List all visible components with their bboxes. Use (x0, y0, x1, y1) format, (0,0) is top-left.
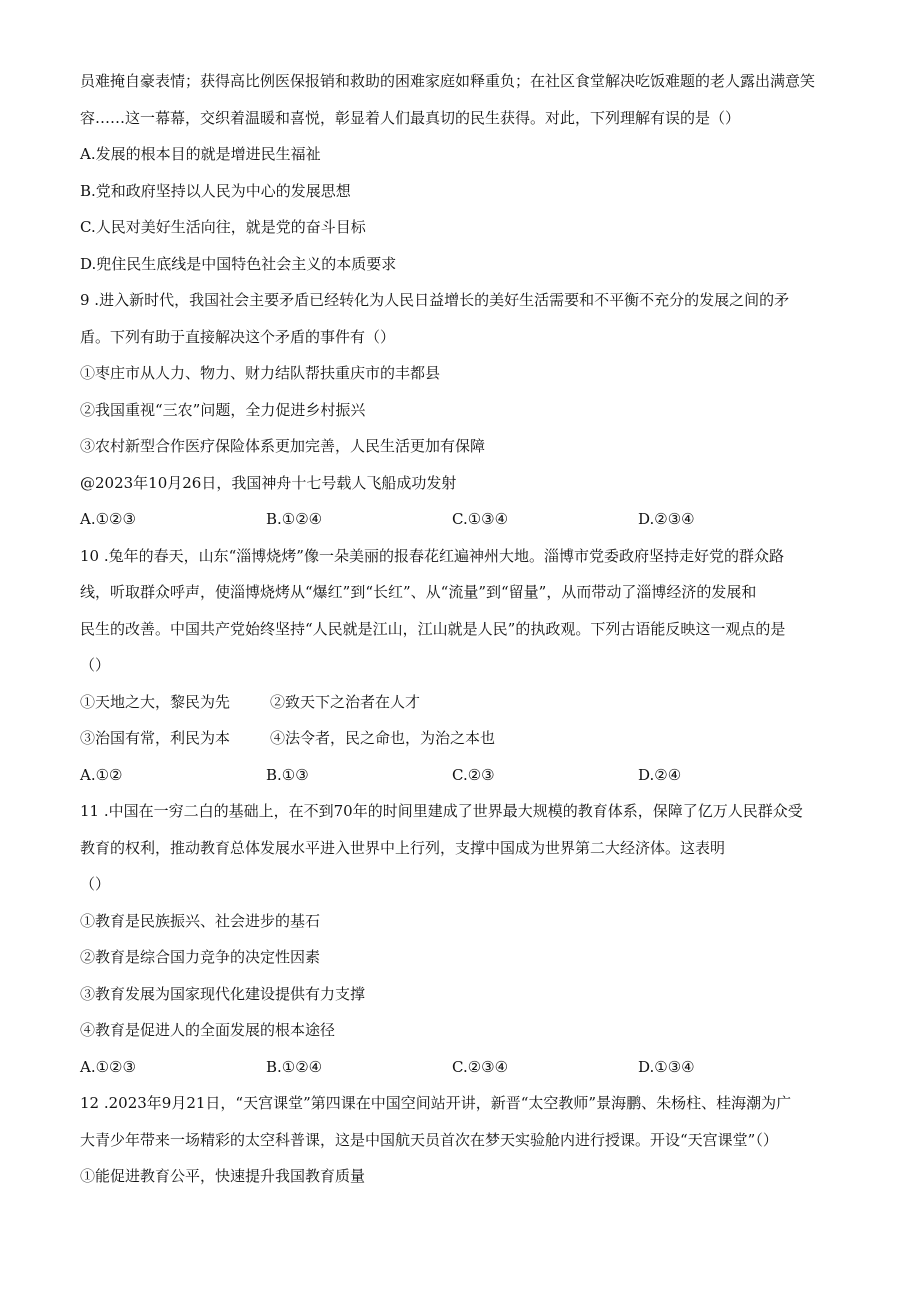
q8-option-d: D.兜住民生底线是中国特色社会主义的本质要求 (80, 254, 397, 273)
q11-item: ①教育是民族振兴、社会进步的基石 (80, 911, 321, 930)
q10-choices (80, 766, 850, 784)
q11-choices (80, 1058, 850, 1076)
q9-choices (80, 510, 850, 528)
q10-choice-a: A.①② (80, 765, 123, 784)
q9-choice-c: C.①③④ (452, 510, 509, 528)
q10-choice-d: D.②④ (638, 765, 682, 784)
q11-item: ②教育是综合国力竞争的决定性因素 (80, 948, 321, 966)
q10-stem: 线，听取群众呼声，使淄博烧烤从“爆红”到“长红”、从“流量”到“留量”，从而带动了淄博经济的发展和 (80, 583, 757, 601)
q10-stem: 10 .兔年的春天，山东“淄博烧烤”像一朵美丽的报春花红遍神州大地。淄博市党委政府坚持走好党的群众路 (80, 546, 784, 565)
q11-choice-d: D.①③④ (638, 1057, 695, 1076)
q9-item: ②我国重视“三农”问题，全力促进乡村振兴 (80, 400, 366, 419)
q9-stem: 盾。下列有助于直接解决这个矛盾的事件有（） (80, 327, 396, 346)
q11-choice-a: A.①②③ (80, 1057, 136, 1076)
q9-choice-d: D.②③④ (638, 510, 695, 528)
q12-stem: 大青少年带来一场精彩的太空科普课，这是中国航天员首次在梦天实验舱内进行授课。开设“天宫课堂”（） (80, 1130, 778, 1149)
q10-item-row (80, 729, 850, 747)
q10-choice-b: B.①③ (266, 765, 309, 784)
q10-item: ③治国有常，利民为本 (80, 729, 231, 747)
q11-item: ④教育是促进人的全面发展的根本途径 (80, 1021, 336, 1039)
q11-choice-b: B.①②④ (266, 1057, 323, 1076)
q10-choice-c: C.②③ (452, 765, 495, 784)
q10-item: ②致天下之治者在人才 (270, 692, 421, 711)
q11-stem: 教育的权利，推动教育总体发展水平进入世界中上行列，支撑中国成为世界第二大经济体。这表明 (80, 838, 726, 857)
q11-item: ③教育发展为国家现代化建设提供有力支撑 (80, 984, 366, 1003)
q12-item: ①能促进教育公平，快速提升我国教育质量 (80, 1167, 366, 1185)
q8-option-c: C.人民对美好生活向往，就是党的奋斗目标 (80, 218, 366, 236)
q12-stem: 12 .2023年9月21日，“天宫课堂”第四课在中国空间站开讲，新晋“太空教师”景海鹏、朱杨柱、桂海潮为广 (80, 1094, 792, 1112)
q10-item-row (80, 693, 850, 711)
q9-item: ①枣庄市从人力、物力、财力结队帮扶重庆市的丰都县 (80, 364, 441, 382)
q10-stem: （） (80, 656, 111, 674)
exam-page (80, 72, 850, 1204)
intro-line: 容……这一幕幕，交织着温暖和喜悦，彰显着人们最真切的民生获得。对此，下列理解有误的是（） (80, 108, 741, 127)
intro-line: 员难掩自豪表情；获得高比例医保报销和救助的困难家庭如释重负；在社区食堂解决吃饭难题的老人露出满意笑 (80, 72, 816, 90)
q8-option-a: A.发展的根本目的就是增进民生福祉 (80, 145, 321, 163)
q8-option-b: B.党和政府坚持以人民为中心的发展思想 (80, 181, 351, 200)
q10-item: ④法令者，民之命也，为治之本也 (270, 729, 496, 747)
q10-item: ①天地之大，黎民为先 (80, 692, 231, 711)
q10-stem: 民生的改善。中国共产党始终坚持“人民就是江山，江山就是人民”的执政观。下列古语能反映这一观点的是 (80, 619, 786, 638)
q9-choice-a: A.①②③ (80, 510, 136, 528)
q9-item: ③农村新型合作医疗保险体系更加完善，人民生活更加有保障 (80, 437, 486, 455)
q11-stem: （） (80, 875, 111, 893)
q9-stem: 9 .进入新时代，我国社会主要矛盾已经转化为人民日益增长的美好生活需要和不平衡不充分的发展之间的矛 (80, 291, 790, 309)
q11-choice-c: C.②③④ (452, 1057, 509, 1076)
q9-item: @2023年10月26日，我国神舟十七号载人飞船成功发射 (80, 473, 457, 492)
q9-choice-b: B.①②④ (266, 510, 323, 528)
q11-stem: 11 .中国在一穷二白的基础上，在不到70年的时间里建成了世界最大规模的教育体系，保障了亿万人民群众受 (80, 802, 803, 820)
